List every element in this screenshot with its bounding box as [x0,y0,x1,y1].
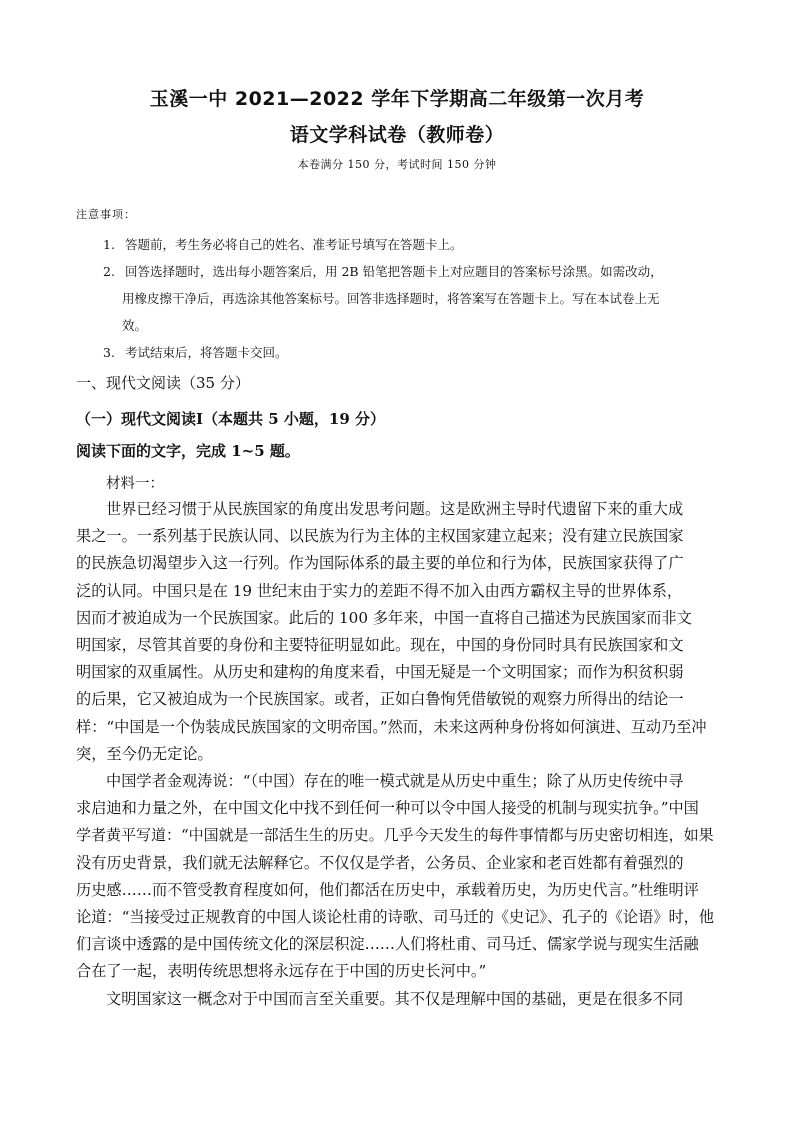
notice-text: 答题前，考生务必将自己的姓名、准考证号填写在答题卡上。 [125,237,463,252]
passage-paragraph-3 [76,986,718,1013]
notice-item-1 [103,231,723,258]
text-line: 没有历史背景，我们就无法解释它。不仅仅是学者，公务员、企业家和老百姓都有着强烈的 [76,853,684,872]
text-line: 们言谈中透露的是中国传统文化的深层积淀……人们将杜甫、司马迁、儒家学说与现实生活融 [76,935,699,954]
text-line: 合在了一起，表明传统思想将永远存在于中国的历史长河中。” [76,962,487,981]
notice-number: 1. [103,237,115,252]
notice-heading: 注意事项： [76,208,136,221]
text-line: 突，至今仍无定论。 [76,744,213,763]
text-line: 求启迪和力量之外，在中国文化中找不到任何一种可以令中国人接受的机制与现实抗争。”中国 [76,799,699,818]
text-line: 的民族急切渴望步入这一行列。作为国际体系的最主要的单位和行为体，民族国家获得了广 [76,554,684,573]
notice-number: 2. [103,264,115,279]
text-line: 因而才被迫成为一个民族国家。此后的 100 多年来，中国一直将自己描述为民族国家而非文 [76,608,692,627]
exam-subtitle-paper: 语文学科试卷（教师卷） [289,124,505,146]
passage-paragraph-2 [76,768,718,986]
text-line: 文明国家这一概念对于中国而言至关重要。其不仅是理解中国的基础，更是在很多不同 [106,990,684,1008]
text-line: 明国家，尽管其首要的身份和主要特征明显如此。现在，中国的身份同时具有民族国家和文 [76,636,684,655]
subsection-heading: （一）现代文阅读Ⅰ（本题共 5 小题，19 分） [76,410,385,428]
notice-item-3 [103,339,723,366]
text-line: 明国家的双重属性。从历史和建构的角度来看，中国无疑是一个文明国家；而作为积贫积弱 [76,663,684,682]
notice-text: 用橡皮擦干净后，再选涂其他答案标号。回答非选择题时，将答案写在答题卡上。写在本试卷上无 [122,291,660,306]
text-line: 果之一。一系列基于民族认同、以民族为行为主体的主权国家建立起来；没有建立民族国家 [76,527,684,546]
section-heading: 一、现代文阅读（35 分） [76,374,250,392]
text-line: 泛的认同。中国只是在 19 世纪末由于实力的差距不得不加入由西方霸权主导的世界体系， [76,581,683,600]
text-line: 历史感……而不管受教育程度如何，他们都活在历史中，承载着历史，为历史代言。”杜维明评 [76,880,699,899]
notice-number: 3. [103,345,115,360]
notice-item-2 [103,258,723,339]
text-line: 世界已经习惯于从民族国家的角度出发思考问题。这是欧洲主导时代遗留下来的重大成 [106,500,684,518]
text-line: 的后果，它又被迫成为一个民族国家。或者，正如白鲁恂凭借敏锐的观察力所得出的结论一 [76,690,684,709]
notice-text: 考试结束后，将答题卡交回。 [125,345,288,360]
material-label: 材料一： [106,476,164,492]
text-line: 样：“中国是一个伪装成民族国家的文明帝国。”然而，未来这两种身份将如何演进、互动乃至冲 [76,717,707,736]
text-line: 中国学者金观涛说：“（中国）存在的唯一模式就是从历史中重生；除了从历史传统中寻 [106,772,684,790]
score-time-info: 本卷满分 150 分，考试时间 150 分钟 [297,158,497,171]
text-line: 学者黄平写道：“中国就是一部活生生的历史。几乎今天发生的每件事情都与历史密切相连，如果 [76,826,714,845]
passage-paragraph-1 [76,496,718,768]
notice-text: 效。 [122,318,148,333]
exam-title: 玉溪一中 2021—2022 学年下学期高二年级第一次月考 [149,88,645,110]
text-line: 论道：“当接受过正规教育的中国人谈论杜甫的诗歌、司马迁的《史记》、孔子的《论语》时，他 [76,908,715,927]
notice-text: 回答选择题时，选出每小题答案后，用 2B 铅笔把答题卡上对应题目的答案标号涂黑。如需改动， [125,264,663,279]
reading-instruction: 阅读下面的文字，完成 1~5 题。 [76,442,300,460]
